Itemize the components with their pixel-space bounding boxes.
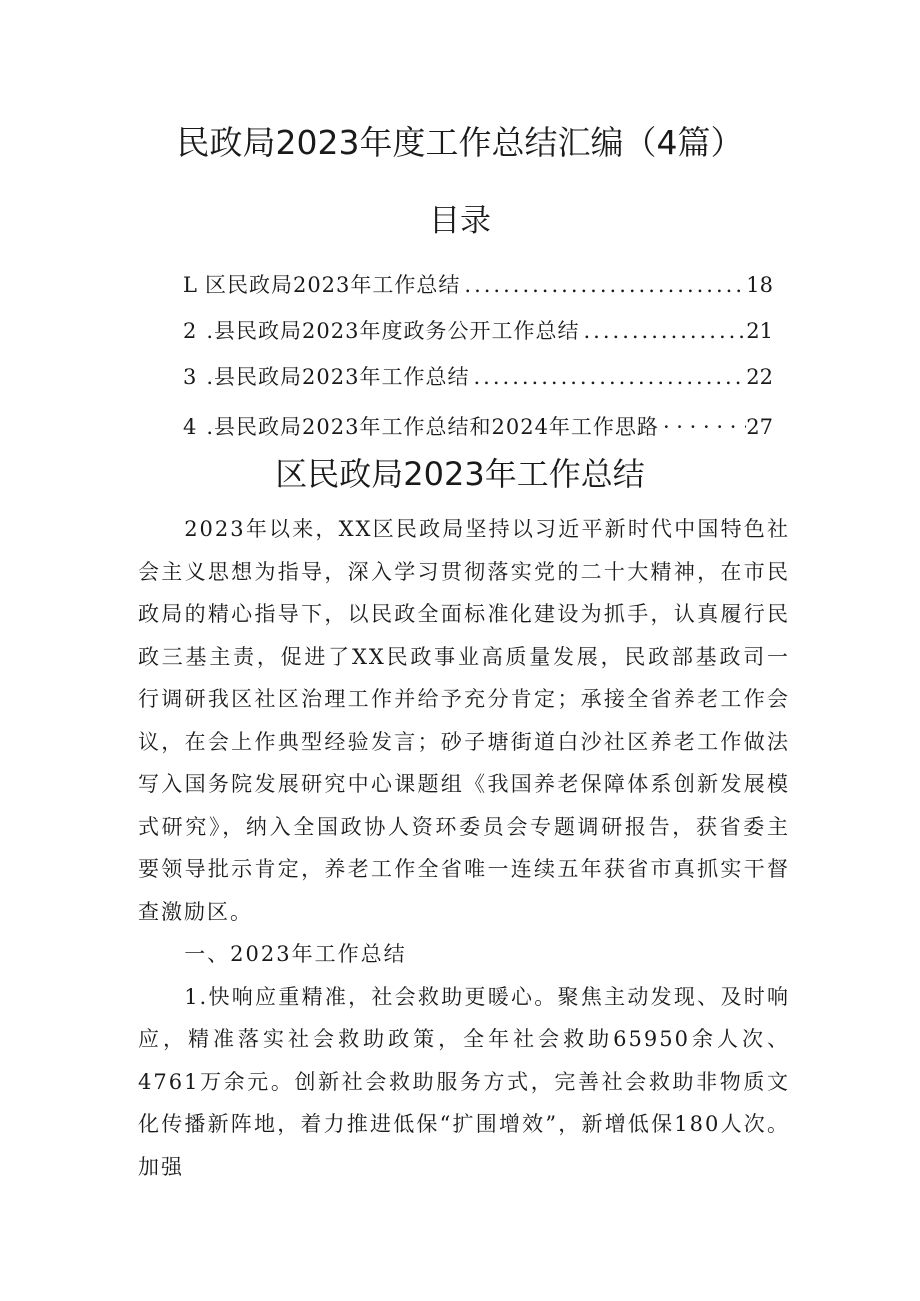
toc-entry-number: 4	[183, 415, 197, 439]
toc-leader-dots	[659, 404, 746, 450]
toc-entry-2[interactable]	[183, 308, 773, 354]
toc-entry-3[interactable]	[183, 354, 773, 400]
toc-entry-title: 区民政局2023年工作总结	[204, 273, 461, 297]
toc-entry-4[interactable]	[183, 404, 773, 450]
toc-entry-number: 3	[183, 365, 197, 389]
toc-leader-dots	[580, 308, 747, 354]
toc-entry-number: L	[183, 273, 197, 297]
toc-entry-number: 2	[183, 319, 197, 343]
paragraph-heading: 一、2023年工作总结	[184, 942, 407, 966]
toc-leader-dots	[470, 354, 747, 400]
toc-entry-1[interactable]	[183, 262, 773, 308]
paragraph-item-1: 1.快响应重精准，社会救助更暖心。聚焦主动发现、及时响应，精准落实社会救助政策，全年社会救助65950余人次、4761万余元。创新社会救助服务方式，完善社会救助非物质文化传播新阵地，着力推进低保“扩围增效”，新增低保180人次。加强	[138, 984, 790, 1179]
table-of-contents	[183, 262, 773, 450]
paragraph-intro: 2023年以来，XX区民政局坚持以习近平新时代中国特色社会主义思想为指导，深入学习贯彻落实党的二十大精神，在市民政局的精心指导下，以民政全面标准化建设为抓手，认真履行民政三基主责，促进了XX民政事业高质量发展，民政部基政司一行调研我区社区治理工作并给予充分肯定；承接全省养老工作会议，在会上作典型经验发言；砂子塘街道白沙社区养老工作做法写入国务院发展研究中心课题组《我国养老保障体系创新发展模式研究》，纳入全国政协人资环委员会专题调研报告，获省委主要领导批示肯定，养老工作全省唯一连续五年获省市真抓实干督查激励区。	[138, 517, 790, 924]
document-title: 民政局2023年度工作总结汇编（4篇）	[176, 123, 744, 162]
toc-entry-page: 21	[746, 319, 773, 343]
toc-entry-title: .县民政局2023年工作总结和2024年工作思路	[206, 415, 659, 439]
section-title: 区民政局2023年工作总结	[275, 455, 645, 493]
body-text	[138, 508, 790, 1188]
toc-heading: 目录	[429, 203, 491, 239]
toc-entry-page: 27	[746, 415, 773, 439]
toc-entry-page: 22	[746, 365, 773, 389]
toc-entry-title: .县民政局2023年工作总结	[206, 365, 470, 389]
toc-entry-title: .县民政局2023年度政务公开工作总结	[206, 319, 580, 343]
toc-leader-dots	[460, 262, 746, 308]
toc-entry-page: 18	[746, 273, 773, 297]
